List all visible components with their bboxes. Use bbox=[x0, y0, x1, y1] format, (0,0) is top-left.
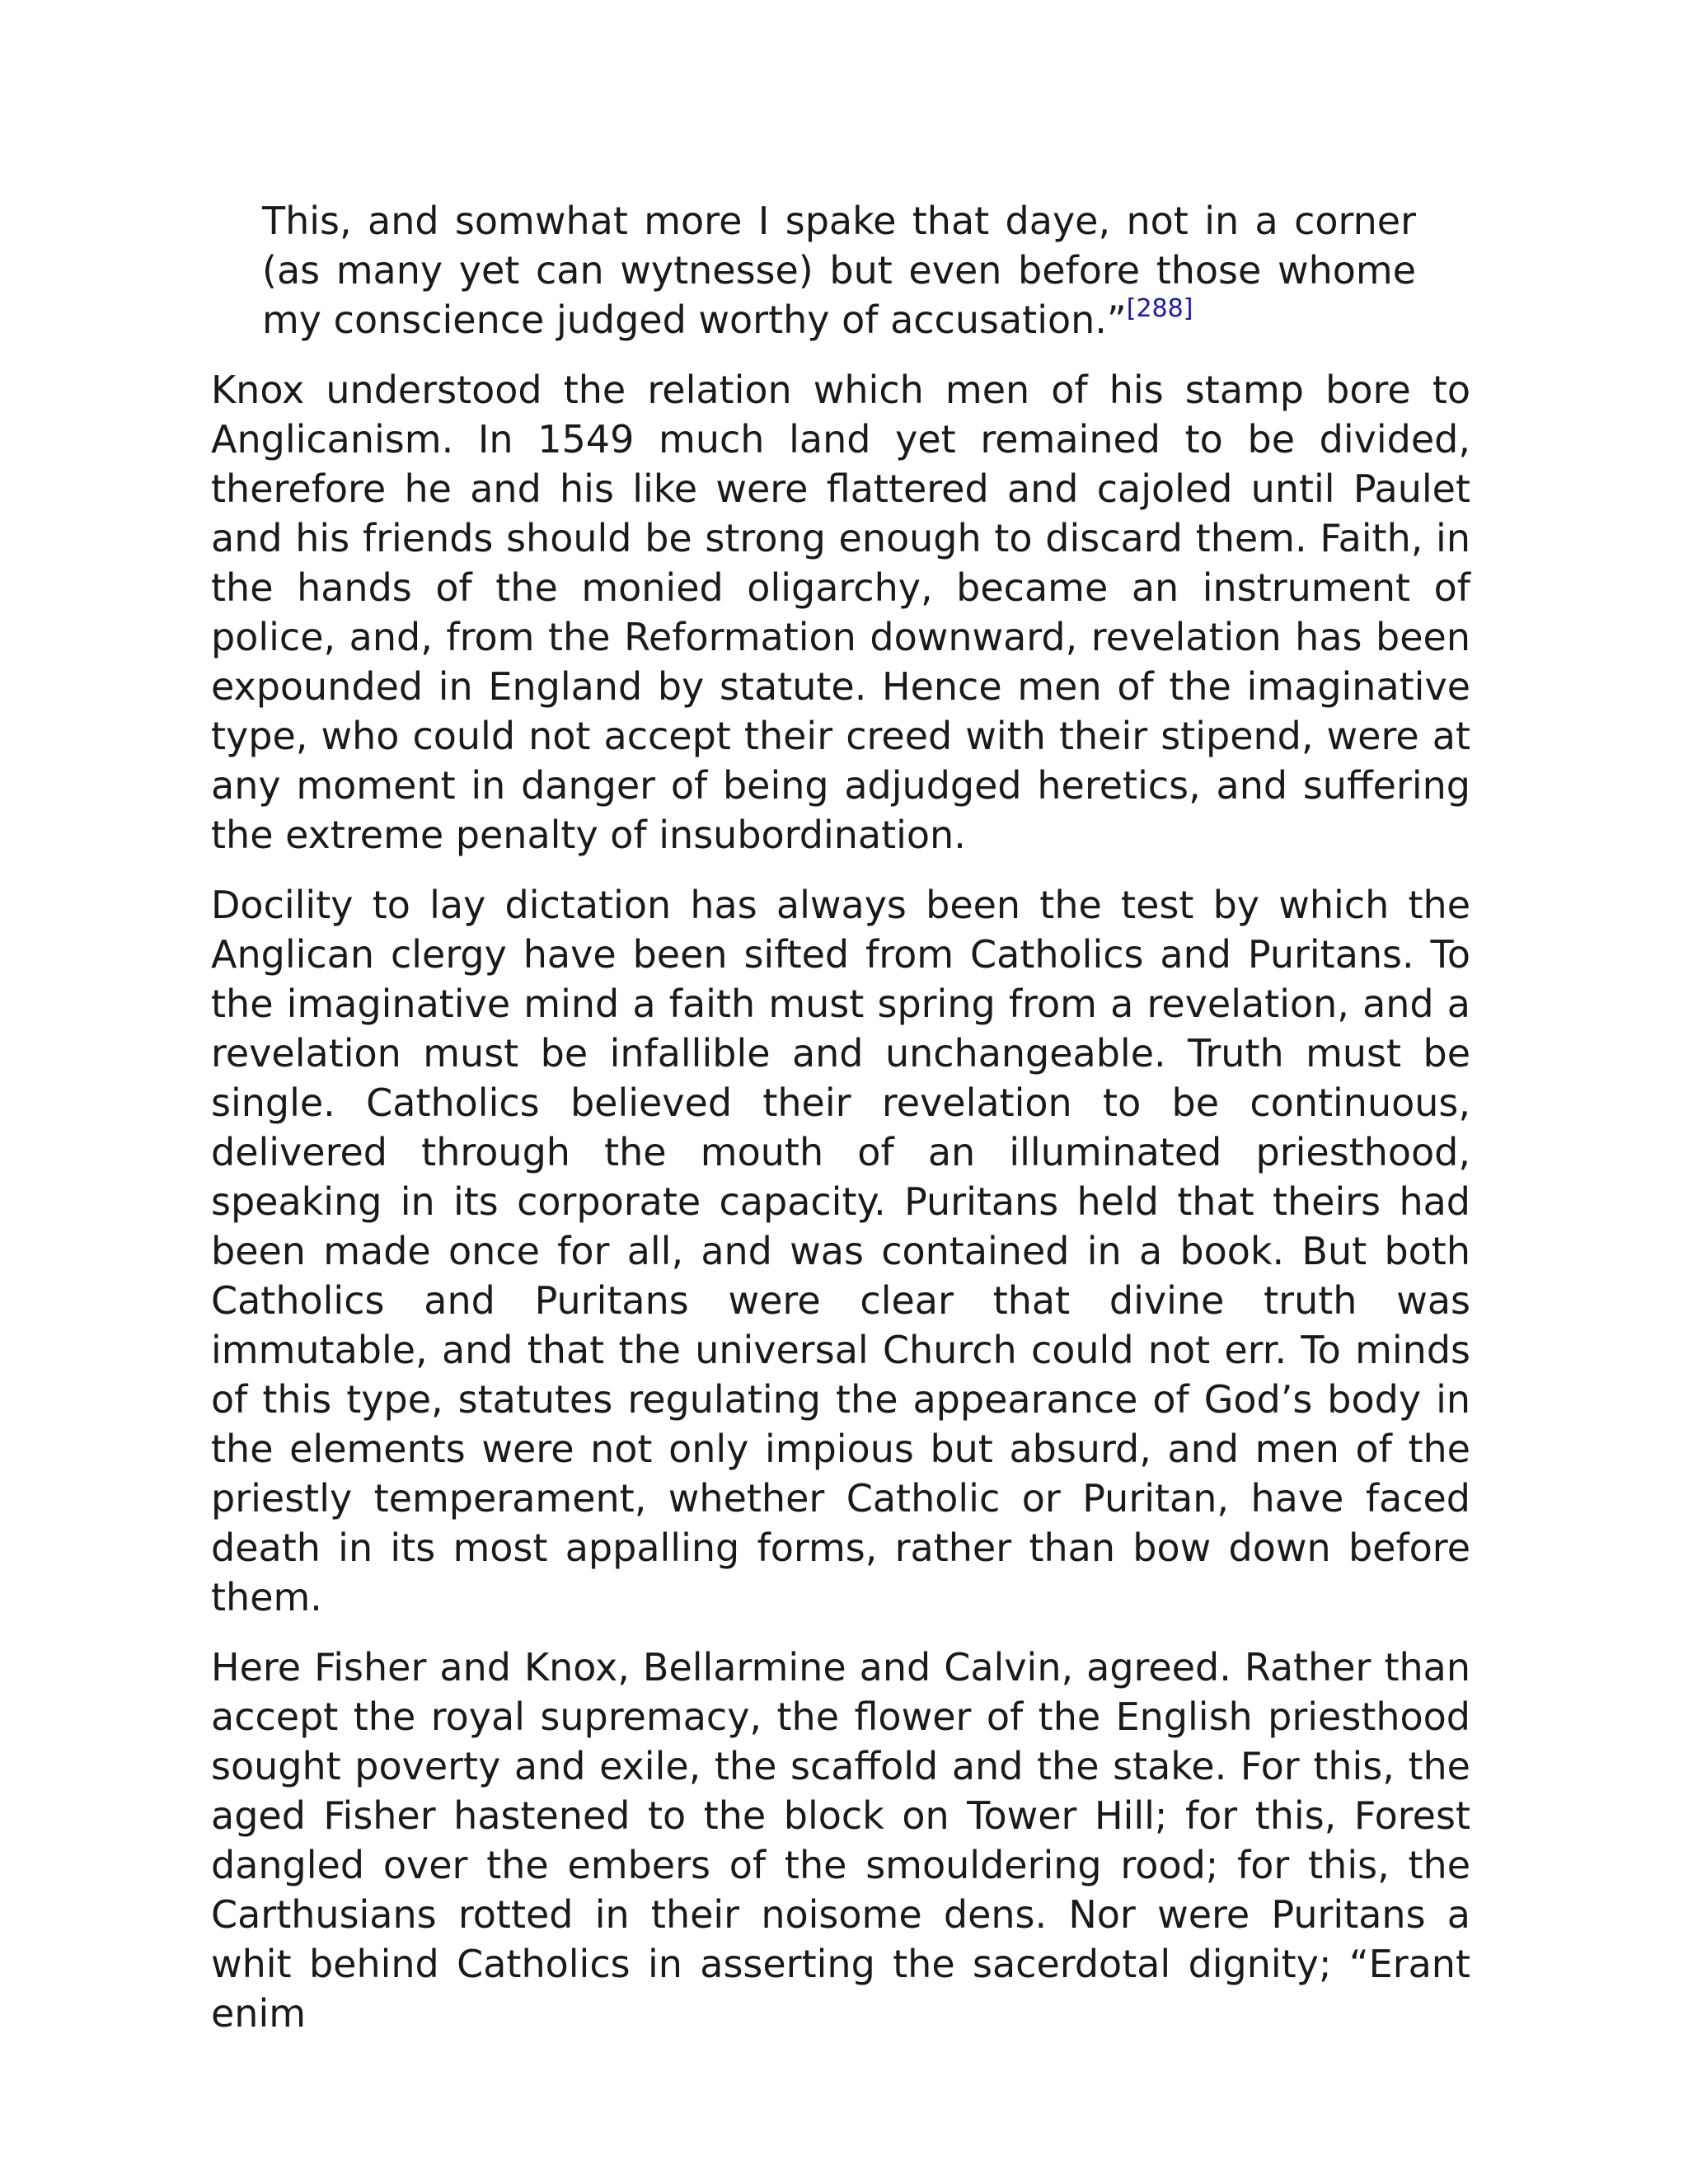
paragraph-knox-anglicanism: Knox understood the relation which men of his stamp bore to Anglicanism. In 1549 much land yet remained to be divided, therefore he and his like were flattered and cajoled until Paulet and his friends should be strong enough to discard them. Faith, in the hands of the monied oligarchy, became an instrument of police, and, from the Reformation downward, revelation has been expounded in England by statute. Hence men of the imaginative type, who could not accept their creed with their stipend, were at any moment in danger of being adjudged heretics, and suffering the extreme penalty of insubordination. bbox=[211, 368, 1470, 857]
footnote-reference-288[interactable]: [288] bbox=[1126, 294, 1193, 323]
paragraph-docility: Docility to lay dictation has always been the test by which the Anglican clergy have been sifted from Catholics and Puritans. To the imaginative mind a faith must spring from a revelation, and a revelation must be infallible and unchangeable. Truth must be single. Catholics believed their revelation to be continuous, delivered through the mouth of an illuminated priesthood, speaking in its corporate capacity. Puritans held that theirs had been made once for all, and was contained in a book. But both Catholics and Puritans were clear that divine truth was immutable, and that the universal Church could not err. To minds of this type, statutes regulating the appearance of God’s body in the elements were not only impious but absurd, and men of the priestly temperament, whether Catholic or Puritan, have faced death in its most appalling forms, rather than bow down before them. bbox=[211, 883, 1470, 1619]
quote-text: This, and somwhat more I spake that daye, not in a corner (as many yet can wytnesse) but even before those whome my conscience judged worthy of accusation.” bbox=[262, 199, 1416, 342]
block-quote bbox=[262, 196, 1416, 344]
paragraph-fisher-knox: Here Fisher and Knox, Bellarmine and Calvin, agreed. Rather than accept the royal supremacy, the flower of the English priesthood sought poverty and exile, the scaffold and the stake. For this, the aged Fisher hastened to the block on Tower Hill; for this, Forest dangled over the embers of the smouldering rood; for this, the Carthusians rotted in their noisome dens. Nor were Puritans a whit behind Catholics in asserting the sacerdotal dignity; “Erant enim bbox=[211, 1645, 1470, 2036]
page-content bbox=[211, 196, 1470, 2038]
